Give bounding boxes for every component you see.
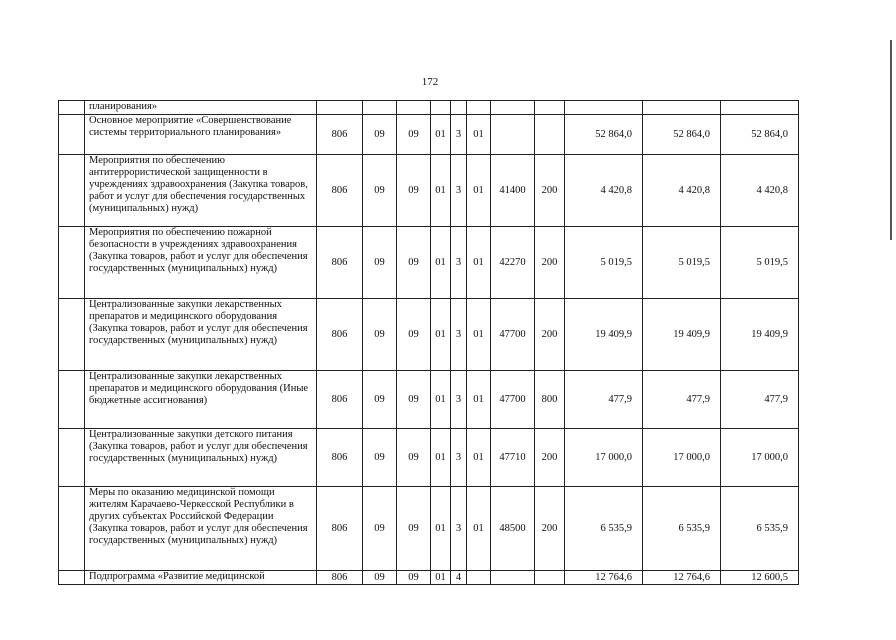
subprogram-code-cell: 3: [451, 299, 467, 371]
subsection-code-cell: 09: [397, 429, 431, 487]
program-code-cell: 01: [431, 571, 451, 585]
row-name-cell: Мероприятия по обеспечению пожарной безопасности в учреждениях здравоохранения (Закупка товаров, работ и услуг для обеспечения государственных (муниципальных) нужд): [85, 227, 317, 299]
subsection-code-cell: 09: [397, 487, 431, 571]
section-code-cell: 09: [363, 371, 397, 429]
subprogram-code-cell: 3: [451, 371, 467, 429]
program-code-cell: 01: [431, 115, 451, 155]
row-index-cell: [59, 371, 85, 429]
amount-year2-cell: 52 864,0: [643, 115, 721, 155]
amount-year2-cell: 6 535,9: [643, 487, 721, 571]
subsection-code-cell: 09: [397, 299, 431, 371]
subprogram-code-cell: 3: [451, 227, 467, 299]
ministry-code-cell: [317, 101, 363, 115]
section-code-cell: 09: [363, 487, 397, 571]
row-name-cell: Подпрограмма «Развитие медицинской: [85, 571, 317, 585]
expense-type-cell: 200: [535, 227, 565, 299]
event-code-cell: 01: [467, 227, 491, 299]
amount-year3-cell: 17 000,0: [721, 429, 799, 487]
amount-year2-cell: 4 420,8: [643, 155, 721, 227]
amount-year1-cell: 5 019,5: [565, 227, 643, 299]
section-code-cell: [363, 101, 397, 115]
section-code-cell: 09: [363, 227, 397, 299]
scan-edge-line: [890, 40, 892, 240]
section-code-cell: 09: [363, 429, 397, 487]
amount-year1-cell: 12 764,6: [565, 571, 643, 585]
subprogram-code-cell: 3: [451, 487, 467, 571]
amount-year1-cell: 6 535,9: [565, 487, 643, 571]
amount-year2-cell: 12 764,6: [643, 571, 721, 585]
subprogram-code-cell: 4: [451, 571, 467, 585]
section-code-cell: 09: [363, 155, 397, 227]
row-index-cell: [59, 115, 85, 155]
program-code-cell: 01: [431, 429, 451, 487]
program-code-cell: 01: [431, 227, 451, 299]
row-index-cell: [59, 487, 85, 571]
section-code-cell: 09: [363, 115, 397, 155]
program-code-cell: 01: [431, 371, 451, 429]
row-name-cell: Меры по оказанию медицинской помощи жителям Карачаево-Черкесской Республики в других субъектах Российской Федерации (Закупка товаров, работ и услуг для обеспечения государственных (муниципальных) нужд): [85, 487, 317, 571]
table-row: [59, 227, 799, 299]
amount-year1-cell: 52 864,0: [565, 115, 643, 155]
amount-year3-cell: 5 019,5: [721, 227, 799, 299]
ministry-code-cell: 806: [317, 227, 363, 299]
amount-year2-cell: 5 019,5: [643, 227, 721, 299]
amount-year2-cell: 19 409,9: [643, 299, 721, 371]
program-code-cell: 01: [431, 155, 451, 227]
expense-type-cell: [535, 571, 565, 585]
subsection-code-cell: 09: [397, 155, 431, 227]
subprogram-code-cell: [451, 101, 467, 115]
amount-year3-cell: 477,9: [721, 371, 799, 429]
ministry-code-cell: 806: [317, 371, 363, 429]
amount-year3-cell: 6 535,9: [721, 487, 799, 571]
program-code-cell: 01: [431, 487, 451, 571]
row-name-cell: Централизованные закупки лекарственных препаратов и медицинского оборудования (Иные бюджетные ассигнования): [85, 371, 317, 429]
event-code-cell: 01: [467, 115, 491, 155]
row-index-cell: [59, 101, 85, 115]
amount-year2-cell: 17 000,0: [643, 429, 721, 487]
amount-year2-cell: 477,9: [643, 371, 721, 429]
table-row: [59, 115, 799, 155]
subprogram-code-cell: 3: [451, 155, 467, 227]
ministry-code-cell: 806: [317, 429, 363, 487]
program-code-cell: [431, 101, 451, 115]
row-name-cell: Централизованные закупки детского питания (Закупка товаров, работ и услуг для обеспечения государственных (муниципальных) нужд): [85, 429, 317, 487]
table-row: [59, 101, 799, 115]
amount-year3-cell: 19 409,9: [721, 299, 799, 371]
section-code-cell: 09: [363, 299, 397, 371]
subprogram-code-cell: 3: [451, 115, 467, 155]
row-name-cell: Основное мероприятие «Совершенствование системы территориального планирования»: [85, 115, 317, 155]
row-index-cell: [59, 571, 85, 585]
ministry-code-cell: 806: [317, 115, 363, 155]
section-code-cell: 09: [363, 571, 397, 585]
table-row: [59, 571, 799, 585]
expense-type-cell: 200: [535, 429, 565, 487]
row-index-cell: [59, 429, 85, 487]
ministry-code-cell: 806: [317, 571, 363, 585]
subsection-code-cell: [397, 101, 431, 115]
amount-year3-cell: [721, 101, 799, 115]
ministry-code-cell: 806: [317, 299, 363, 371]
table-row: [59, 155, 799, 227]
amount-year1-cell: 17 000,0: [565, 429, 643, 487]
event-code-cell: 01: [467, 371, 491, 429]
budget-table: [58, 100, 799, 585]
expense-type-cell: 200: [535, 487, 565, 571]
event-code-cell: 01: [467, 155, 491, 227]
ministry-code-cell: 806: [317, 155, 363, 227]
expense-type-cell: [535, 101, 565, 115]
row-index-cell: [59, 227, 85, 299]
event-code-cell: 01: [467, 429, 491, 487]
amount-year1-cell: 477,9: [565, 371, 643, 429]
direction-code-cell: 42270: [491, 227, 535, 299]
amount-year1-cell: 4 420,8: [565, 155, 643, 227]
amount-year2-cell: [643, 101, 721, 115]
subsection-code-cell: 09: [397, 227, 431, 299]
expense-type-cell: [535, 115, 565, 155]
direction-code-cell: 41400: [491, 155, 535, 227]
subsection-code-cell: 09: [397, 115, 431, 155]
direction-code-cell: 47700: [491, 371, 535, 429]
event-code-cell: 01: [467, 487, 491, 571]
direction-code-cell: [491, 115, 535, 155]
direction-code-cell: 47700: [491, 299, 535, 371]
event-code-cell: 01: [467, 299, 491, 371]
expense-type-cell: 200: [535, 299, 565, 371]
amount-year1-cell: [565, 101, 643, 115]
direction-code-cell: 47710: [491, 429, 535, 487]
table-row: [59, 487, 799, 571]
page-number: 172: [421, 76, 439, 88]
subprogram-code-cell: 3: [451, 429, 467, 487]
event-code-cell: [467, 101, 491, 115]
event-code-cell: [467, 571, 491, 585]
table-row: [59, 299, 799, 371]
ministry-code-cell: 806: [317, 487, 363, 571]
direction-code-cell: [491, 101, 535, 115]
row-index-cell: [59, 155, 85, 227]
table-row: [59, 371, 799, 429]
program-code-cell: 01: [431, 299, 451, 371]
expense-type-cell: 200: [535, 155, 565, 227]
row-name-cell: планирования»: [85, 101, 317, 115]
row-index-cell: [59, 299, 85, 371]
amount-year3-cell: 12 600,5: [721, 571, 799, 585]
table-row: [59, 429, 799, 487]
subsection-code-cell: 09: [397, 371, 431, 429]
expense-type-cell: 800: [535, 371, 565, 429]
subsection-code-cell: 09: [397, 571, 431, 585]
direction-code-cell: [491, 571, 535, 585]
amount-year1-cell: 19 409,9: [565, 299, 643, 371]
amount-year3-cell: 52 864,0: [721, 115, 799, 155]
amount-year3-cell: 4 420,8: [721, 155, 799, 227]
row-name-cell: Централизованные закупки лекарственных препаратов и медицинского оборудования (Закупка товаров, работ и услуг для обеспечения государственных (муниципальных) нужд): [85, 299, 317, 371]
row-name-cell: Мероприятия по обеспечению антитеррористической защищенности в учреждениях здравоохранения (Закупка товаров, работ и услуг для обеспечения государственных (муниципальных) нужд): [85, 155, 317, 227]
direction-code-cell: 48500: [491, 487, 535, 571]
